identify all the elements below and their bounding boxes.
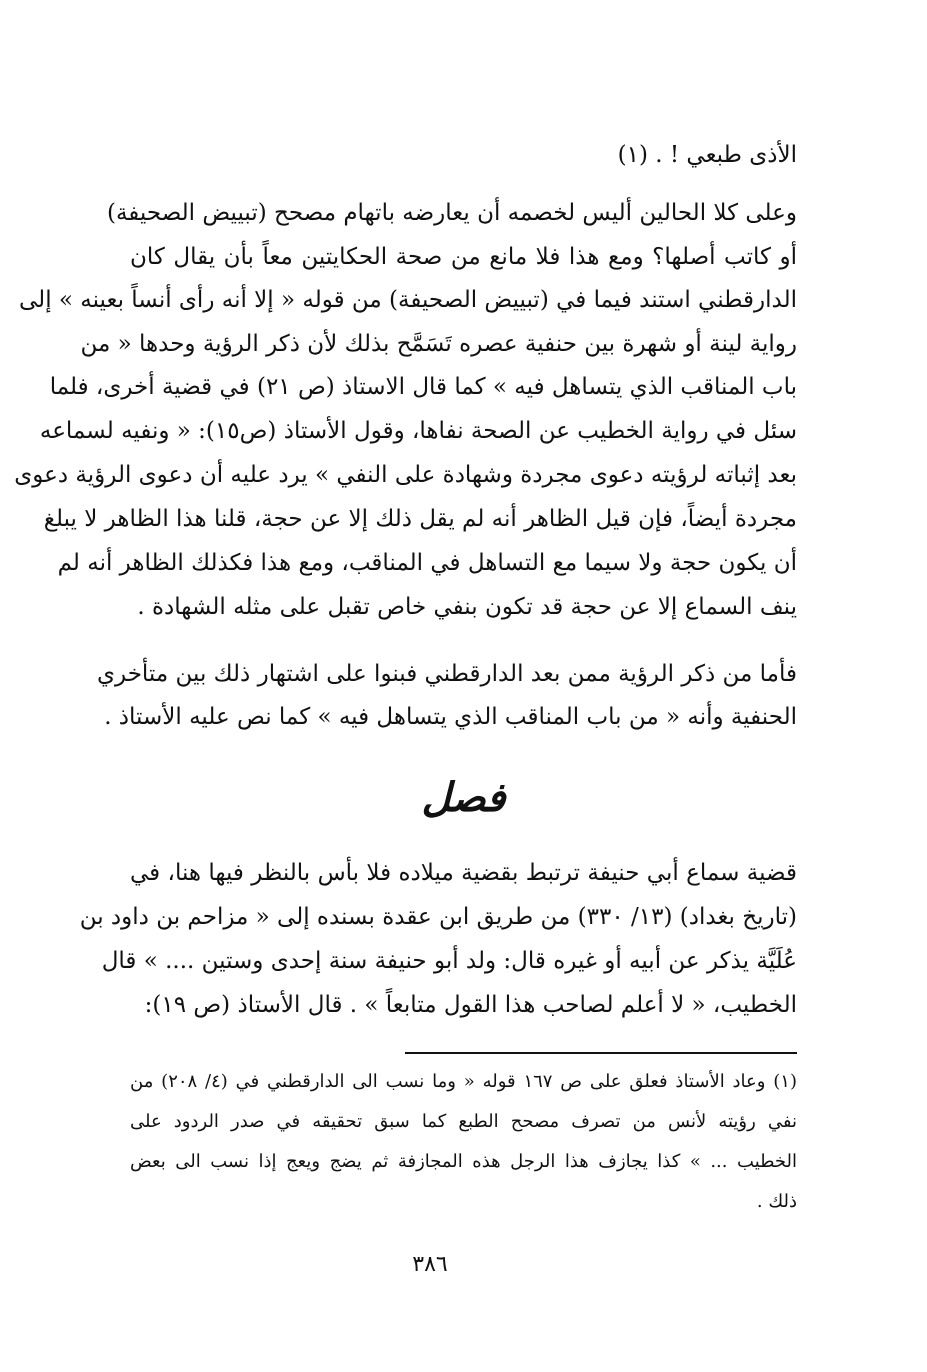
top-line: الأذى طبعي ! . (١) bbox=[617, 142, 797, 168]
text-line: باب المناقب الذي يتساهل فيه » كما قال الاستاذ (ص ٢١) في قضية أخرى، فلما bbox=[49, 374, 797, 400]
text-line: أن يكون حجة ولا سيما مع التساهل في المناقب، ومع هذا فكذلك الظاهر أنه لم bbox=[57, 550, 797, 576]
footnote-separator bbox=[405, 1052, 797, 1054]
footnote-line: نفي رؤيته لأنس من تصرف مصحح الطبع كما سبق تحقيقه في صدر الردود على bbox=[130, 1111, 797, 1132]
text-line: الدارقطني استند فيما في (تبييض الصحيفة) من قوله « إلا أنه رأى أنساً بعينه » إلى bbox=[19, 287, 797, 313]
text-line: رواية لينة أو شهرة بين حنفية عصره تَسَمَّح بذلك لأن ذكر الرؤية وحدها « من bbox=[80, 331, 797, 357]
text-line: وعلى كلا الحالين أليس لخصمه أن يعارضه باتهام مصحح (تبييض الصحيفة) bbox=[106, 200, 797, 226]
text-line: مجردة أيضاً، فإن قيل الظاهر أنه لم يقل ذلك إلا عن حجة، قلنا هذا الظاهر لا يبلغ bbox=[43, 506, 797, 532]
text-line: بعد إثباته لرؤيته دعوى مجردة وشهادة على النفي » يرد عليه أن دعوى الرؤية دعوى bbox=[14, 462, 797, 488]
section-heading: فصل bbox=[421, 774, 506, 821]
text-line: عُلَيَّة يذكر عن أبيه أو غيره قال: ولد أبو حنيفة سنة إحدى وستين .... » قال bbox=[101, 948, 797, 974]
text-line: فأما من ذكر الرؤية ممن بعد الدارقطني فبنوا على اشتهار ذلك بين متأخري bbox=[97, 661, 797, 687]
text-line: ينف السماع إلا عن حجة قد تكون بنفي خاص تقبل على مثله الشهادة . bbox=[137, 594, 797, 620]
text-line: سئل في رواية الخطيب عن الصحة نفاها، وقول الأستاذ (ص١٥): « ونفيه لسماعه bbox=[39, 418, 797, 444]
text-line: قضية سماع أبي حنيفة ترتبط بقضية ميلاده فلا بأس بالنظر فيها هنا، في bbox=[130, 860, 797, 886]
footnote-line: (١) وعاد الأستاذ فعلق على ص ١٦٧ قوله « وما نسب الى الدارقطني في (٤/ ٢٠٨) من bbox=[130, 1071, 797, 1092]
text-line: الخطيب، « لا أعلم لصاحب هذا القول متابعاً » . قال الأستاذ (ص ١٩): bbox=[144, 992, 797, 1018]
page-number: ٣٨٦ bbox=[412, 1252, 448, 1277]
text-line: الحنفية وأنه « من باب المناقب الذي يتساهل فيه » كما نص عليه الأستاذ . bbox=[104, 704, 797, 730]
footnote-line: ذلك . bbox=[756, 1191, 797, 1212]
footnote-line: الخطيب ... » كذا يجازف هذا الرجل هذه المجازفة ثم يضج ويعج إذا نسب الى بعض bbox=[130, 1151, 797, 1172]
text-line: (تاريخ بغداد) (١٣/ ٣٣٠) من طريق ابن عقدة بسنده إلى « مزاحم بن داود بن bbox=[79, 904, 797, 930]
text-line: أو كاتب أصلها؟ ومع هذا فلا مانع من صحة الحكايتين معاً بأن يقال كان bbox=[130, 244, 797, 270]
